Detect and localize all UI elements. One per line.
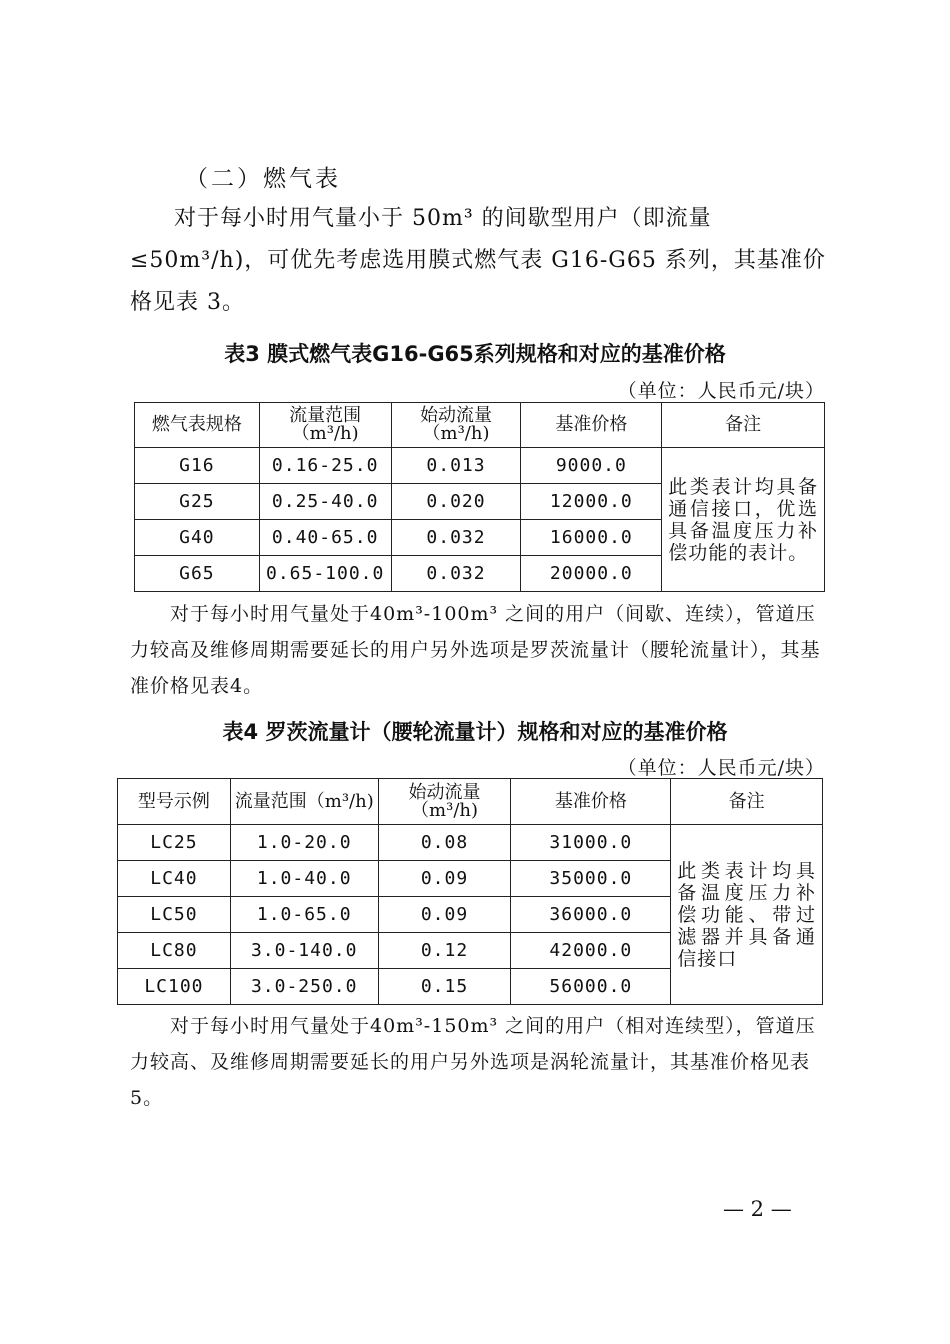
table4-header-row <box>118 779 823 825</box>
table-cell: G16 <box>135 448 260 484</box>
table3-unit: （单位：人民币元/块） <box>617 380 825 402</box>
table-cell: 0.032 <box>391 520 521 556</box>
table-cell: 0.65-100.0 <box>259 556 391 592</box>
table-row <box>135 448 825 484</box>
table-cell: 0.08 <box>378 825 511 861</box>
table-cell: LC50 <box>118 897 231 933</box>
table4-header-cell: 基准价格 <box>511 779 671 825</box>
table3-header-cell: 燃气表规格 <box>135 403 260 448</box>
paragraph-2-text: 对于每小时用气量处于40m³-100m³ 之间的用户（间歇、连续），管道压力较高及维修周期需要延长的用户另外选项是罗茨流量计（腰轮流量计），其基准价格见表4。 <box>130 603 821 697</box>
table-cell: 9000.0 <box>521 448 662 484</box>
table-cell: 20000.0 <box>521 556 662 592</box>
page-number: — 2 — <box>723 1197 792 1221</box>
table3-caption: 表3 膜式燃气表G16-G65系列规格和对应的基准价格 <box>224 342 726 366</box>
table-cell: 16000.0 <box>521 520 662 556</box>
table3-header-cell: 基准价格 <box>521 403 662 448</box>
paragraph-3-text: 对于每小时用气量处于40m³-150m³ 之间的用户（相对连续型），管道压力较高、及维修周期需要延长的用户另外选项是涡轮流量计，其基准价格见表5。 <box>130 1015 816 1109</box>
table-cell: 56000.0 <box>511 969 671 1005</box>
table-cell: 3.0-140.0 <box>230 933 378 969</box>
table3-header-cell: 备注 <box>662 403 825 448</box>
table-cell: 35000.0 <box>511 861 671 897</box>
paragraph-1 <box>130 198 830 324</box>
table-cell: LC80 <box>118 933 231 969</box>
table-cell: LC25 <box>118 825 231 861</box>
table4-header-cell: 型号示例 <box>118 779 231 825</box>
table-cell: 42000.0 <box>511 933 671 969</box>
table-cell: 0.032 <box>391 556 521 592</box>
table-cell: 3.0-250.0 <box>230 969 378 1005</box>
table-cell: 1.0-65.0 <box>230 897 378 933</box>
table3-header-row <box>135 403 825 448</box>
table-4 <box>117 778 823 1005</box>
table-cell: 0.09 <box>378 897 511 933</box>
table-cell: 0.15 <box>378 969 511 1005</box>
table4-header-cell: 始动流量（m³/h) <box>378 779 511 825</box>
table-cell: 0.013 <box>391 448 521 484</box>
table4-unit: （单位：人民币元/块） <box>617 757 825 779</box>
paragraph-2 <box>130 596 830 704</box>
table3-note: 此类表计均具备通信接口，优选具备温度压力补偿功能的表计。 <box>662 448 825 592</box>
table-cell: 31000.0 <box>511 825 671 861</box>
table-cell: 0.16-25.0 <box>259 448 391 484</box>
table-cell: 1.0-20.0 <box>230 825 378 861</box>
table-cell: G65 <box>135 556 260 592</box>
table-cell: 0.09 <box>378 861 511 897</box>
table-cell: 1.0-40.0 <box>230 861 378 897</box>
table-cell: G40 <box>135 520 260 556</box>
table4-header-cell: 流量范围（m³/h) <box>230 779 378 825</box>
table-cell: LC40 <box>118 861 231 897</box>
table4-header-cell: 备注 <box>671 779 823 825</box>
table-cell: 36000.0 <box>511 897 671 933</box>
table-cell: G25 <box>135 484 260 520</box>
table-cell: LC100 <box>118 969 231 1005</box>
section-title: （二）燃气表 <box>185 166 341 192</box>
table3-header-cell: 流量范围（m³/h) <box>259 403 391 448</box>
table-3 <box>134 402 825 592</box>
paragraph-1-text: 对于每小时用气量小于 50m³ 的间歇型用户（即流量≤50m³/h)，可优先考虑选用膜式燃气表 G16-G65 系列，其基准价格见表 3。 <box>130 206 826 315</box>
paragraph-3 <box>130 1008 830 1116</box>
table-row <box>118 825 823 861</box>
table-cell: 12000.0 <box>521 484 662 520</box>
table-cell: 0.020 <box>391 484 521 520</box>
table-cell: 0.12 <box>378 933 511 969</box>
table3-header-cell: 始动流量（m³/h) <box>391 403 521 448</box>
table4-caption: 表4 罗茨流量计（腰轮流量计）规格和对应的基准价格 <box>222 720 728 744</box>
table-cell: 0.40-65.0 <box>259 520 391 556</box>
table-cell: 0.25-40.0 <box>259 484 391 520</box>
table4-note: 此类表计均具备温度压力补偿功能、带过滤器并具备通信接口 <box>671 825 823 1005</box>
